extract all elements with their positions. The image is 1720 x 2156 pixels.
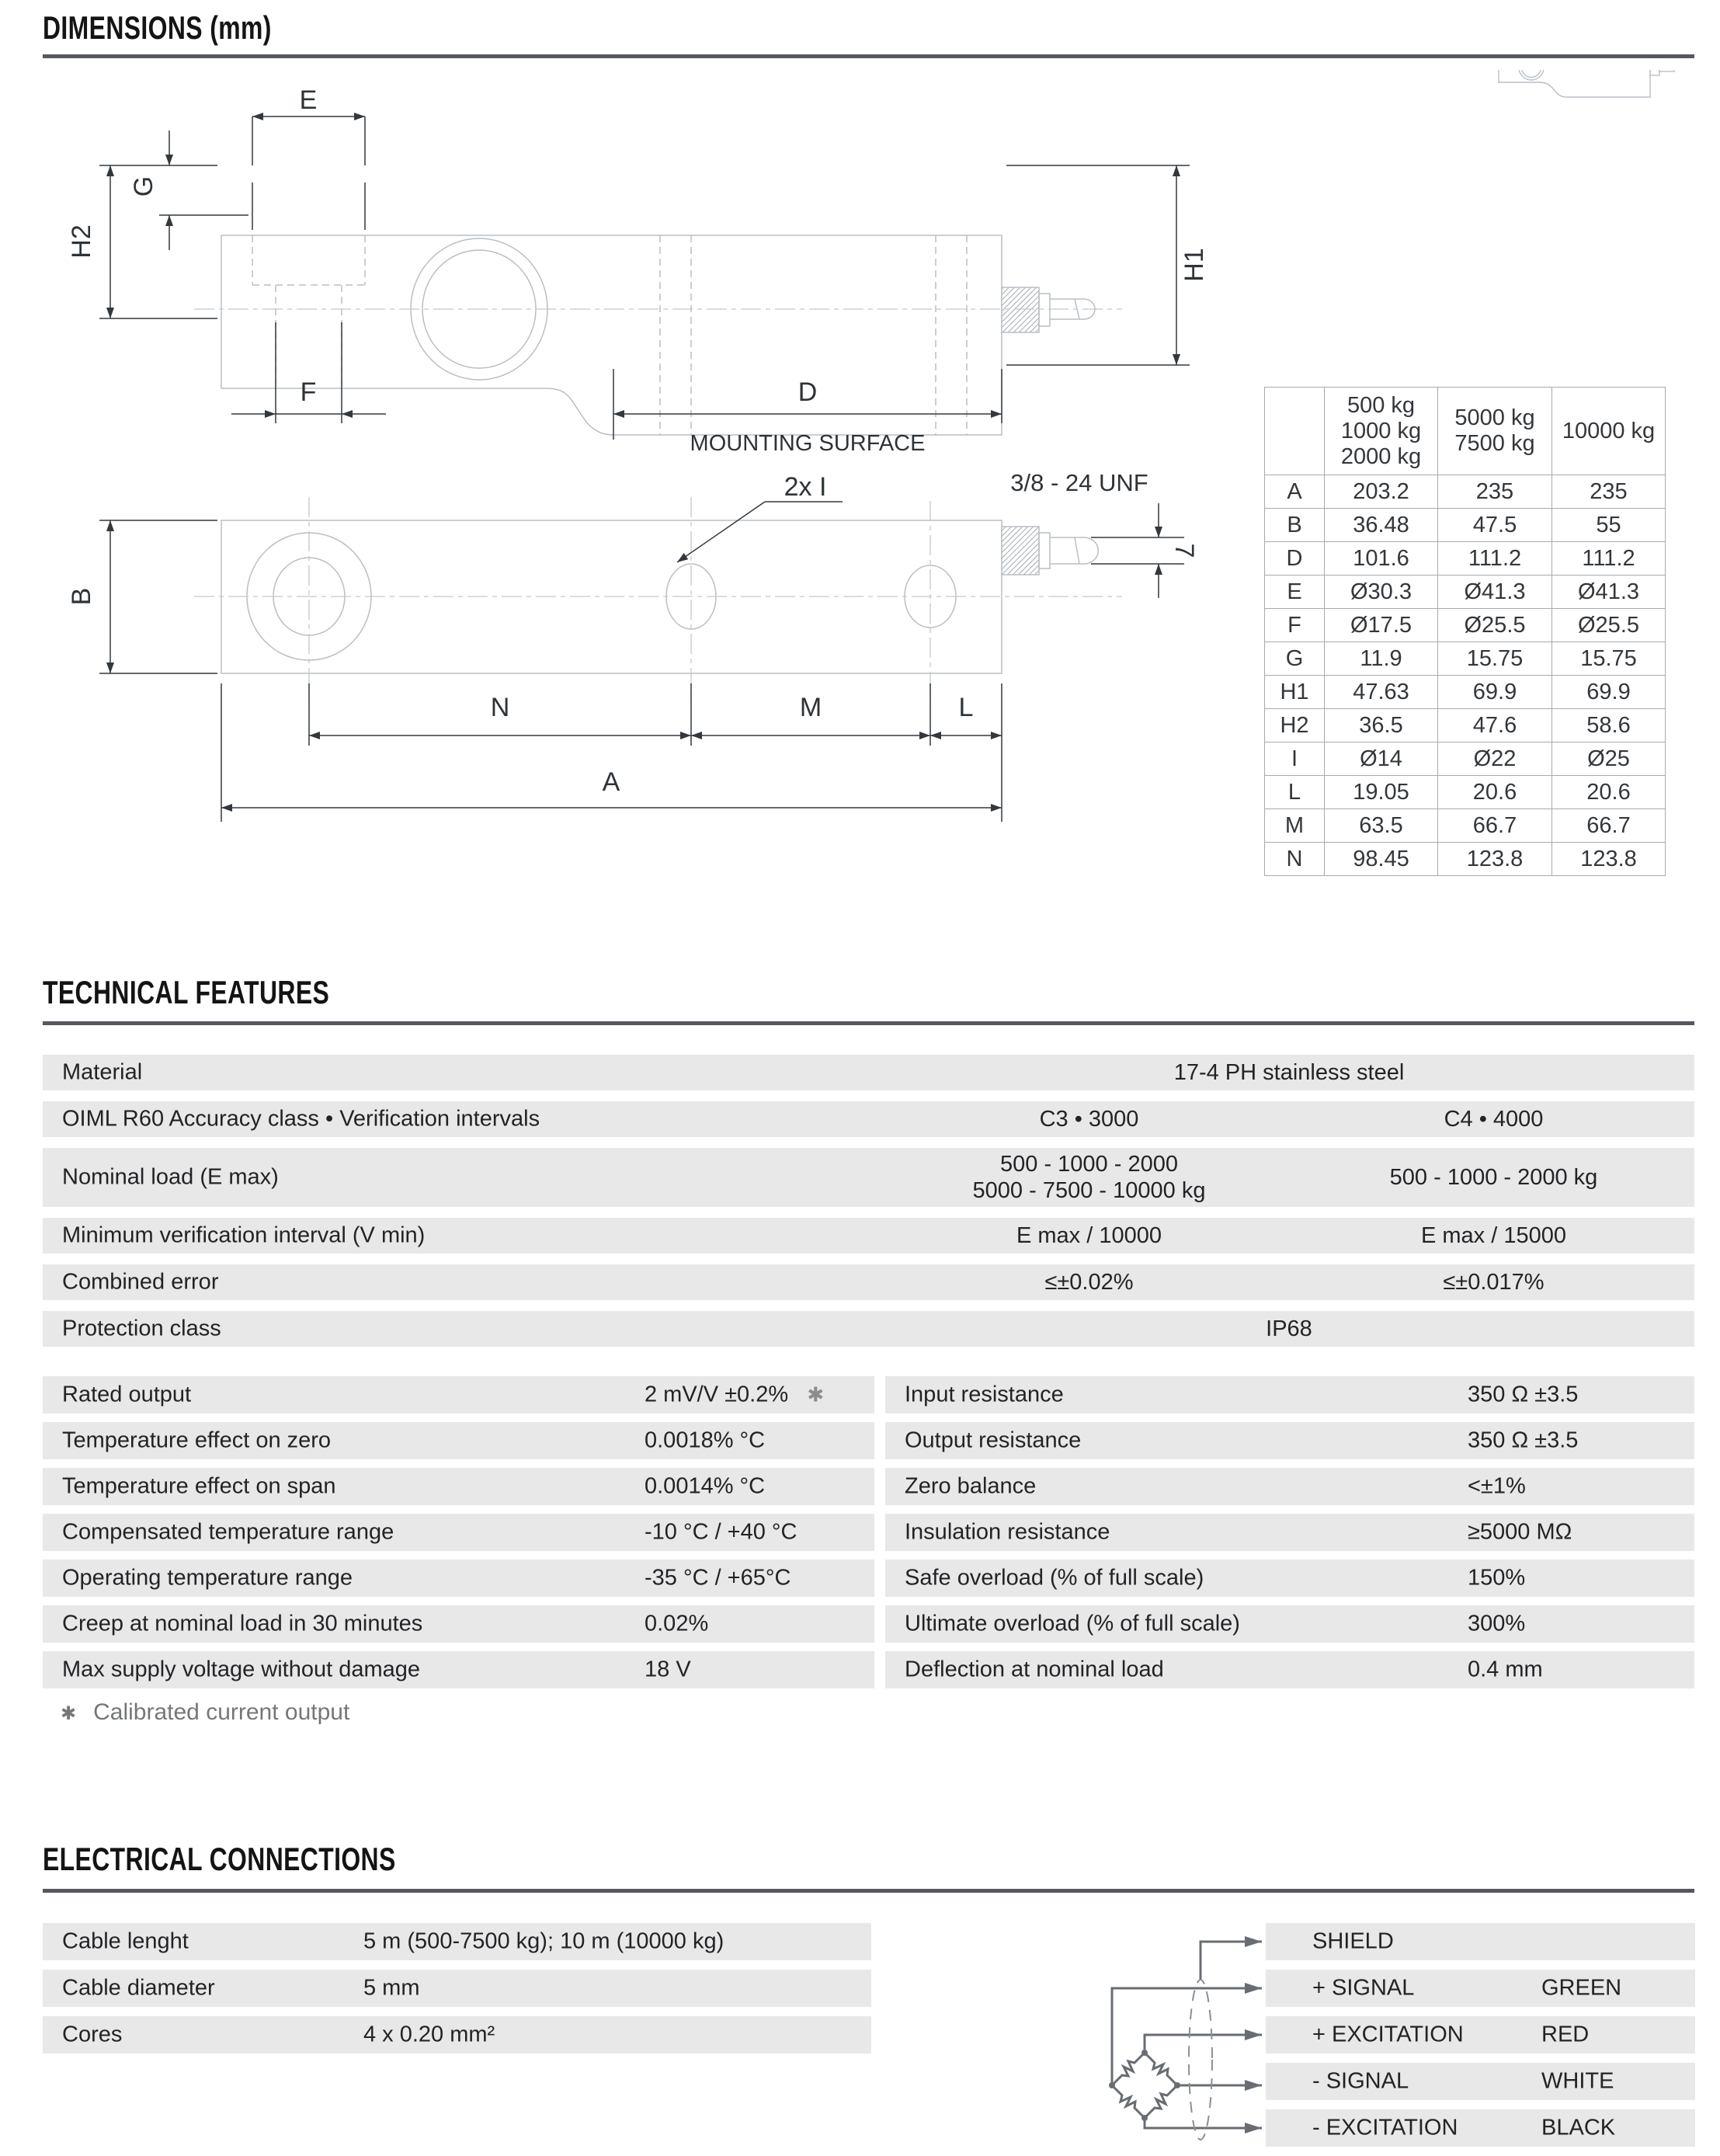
table-row: G 11.9 15.75 15.75 xyxy=(1265,642,1666,676)
table-row: F Ø17.5 Ø25.5 Ø25.5 xyxy=(1265,609,1666,642)
cable-shield-ellipse xyxy=(1189,1980,1212,2140)
spec-row-insulation-resistance: Insulation resistance ≥5000 MΩ xyxy=(885,1514,1694,1551)
header-col-5000-7500: 5000 kg 7500 kg xyxy=(1438,388,1552,475)
header-empty xyxy=(1265,388,1325,475)
table-row: H1 47.63 69.9 69.9 xyxy=(1265,676,1666,709)
cable-diameter-label: 7 xyxy=(1169,543,1199,558)
spec-row-temp-span: Temperature effect on span 0.0014% °C xyxy=(43,1468,874,1505)
spec-row-temp-zero: Temperature effect on zero 0.0018% °C xyxy=(43,1422,874,1459)
spec-row-material: Material 17-4 PH stainless steel xyxy=(43,1055,1694,1090)
dim-label-g: G xyxy=(129,176,158,197)
bridge-circuit xyxy=(1112,1942,1262,2128)
spec-row-nominal-load: Nominal load (E max) 500 - 1000 - 2000 5000 - 7500 - 10000 kg 500 - 1000 - 2000 kg xyxy=(43,1148,1694,1207)
top-view-outline xyxy=(221,520,1098,673)
cable-row-cores: Cores 4 x 0.20 mm² xyxy=(43,2016,871,2053)
dim-label-e: E xyxy=(299,85,318,115)
dimensions-table xyxy=(1264,387,1666,876)
spec-row-rated-output: Rated output 2 mV/V ±0.2% ✱ xyxy=(43,1376,874,1414)
footnote: ✱ Calibrated current output xyxy=(61,1699,350,1725)
header-col-10000: 10000 kg xyxy=(1552,388,1666,475)
dimensions-heading: DIMENSIONS (mm) xyxy=(43,9,272,46)
wiring-row-minus-excitation: - EXCITATION BLACK xyxy=(1266,2109,1695,2147)
header-col-500-2000: 500 kg 1000 kg 2000 kg xyxy=(1325,388,1438,475)
table-row: E Ø30.3 Ø41.3 Ø41.3 xyxy=(1265,576,1666,609)
dim-label-l: L xyxy=(958,693,974,722)
dimensions-table-header xyxy=(1265,388,1666,475)
shield-wire xyxy=(1201,1942,1262,1980)
spec-row-combined-error: Combined error ≤±0.02% ≤±0.017% xyxy=(43,1264,1694,1300)
wiring-row-plus-excitation: + EXCITATION RED xyxy=(1266,2016,1695,2053)
dim-label-b: B xyxy=(67,587,96,606)
dim-label-d: D xyxy=(797,377,818,407)
cable-row-length: Cable lenght 5 m (500-7500 kg); 10 m (10000 kg) xyxy=(43,1923,871,1960)
electrical-connections-heading: ELECTRICAL CONNECTIONS xyxy=(43,1841,396,1877)
table-row: A 203.2 235 235 xyxy=(1265,475,1666,509)
spec-row-zero-balance: Zero balance <±1% xyxy=(885,1468,1694,1505)
plus-excitation-wire xyxy=(1145,2035,1262,2053)
spec-row-creep: Creep at nominal load in 30 minutes 0.02% xyxy=(43,1605,874,1643)
holes-note-label: 2x I xyxy=(784,472,827,502)
dim-label-f: F xyxy=(300,377,317,407)
calibration-asterisk: ✱ xyxy=(807,1382,825,1407)
dim-label-h1: H1 xyxy=(1180,248,1209,282)
table-row: I Ø14 Ø22 Ø25 xyxy=(1265,742,1666,776)
top-view-centerlines xyxy=(194,497,1122,703)
wiring-row-shield: SHIELD xyxy=(1266,1923,1695,1960)
table-row: N 98.45 123.8 123.8 xyxy=(1265,843,1666,876)
load-direction-thumbnail xyxy=(1486,70,1674,97)
technical-features-rule xyxy=(43,1021,1694,1025)
spec-row-compensated-range: Compensated temperature range -10 °C / +40 °C xyxy=(43,1514,874,1551)
table-row: L 19.05 20.6 20.6 xyxy=(1265,776,1666,809)
spec-row-operating-range: Operating temperature range -35 °C / +65°C xyxy=(43,1560,874,1597)
technical-features-heading: TECHNICAL FEATURES xyxy=(43,974,330,1010)
thread-note-label: 3/8 - 24 UNF xyxy=(1010,469,1148,496)
spec-row-input-resistance: Input resistance 350 Ω ±3.5 xyxy=(885,1376,1694,1414)
wiring-row-plus-signal: + SIGNAL GREEN xyxy=(1266,1970,1695,2007)
table-row: M 63.5 66.7 66.7 xyxy=(1265,809,1666,843)
bridge-nodes xyxy=(1109,2050,1180,2121)
spec-row-deflection: Deflection at nominal load 0.4 mm xyxy=(885,1651,1694,1688)
spec-row-min-verification: Minimum verification interval (V min) E max / 10000 E max / 15000 xyxy=(43,1218,1694,1254)
side-view-outline xyxy=(221,235,1095,435)
electrical-connections-rule xyxy=(43,1889,1694,1893)
dim-label-h2: H2 xyxy=(67,224,96,259)
spec-row-ultimate-overload: Ultimate overload (% of full scale) 300% xyxy=(885,1605,1694,1643)
spec-row-oiml: OIML R60 Accuracy class • Verification intervals C3 • 3000 C4 • 4000 xyxy=(43,1101,1694,1137)
table-row: D 101.6 111.2 111.2 xyxy=(1265,542,1666,576)
mounting-surface-label: MOUNTING SURFACE xyxy=(690,431,926,456)
dim-label-n: N xyxy=(490,693,510,722)
spec-row-output-resistance: Output resistance 350 Ω ±3.5 xyxy=(885,1422,1694,1459)
plus-signal-wire xyxy=(1112,1988,1262,2085)
table-row: B 36.48 47.5 55 xyxy=(1265,509,1666,542)
spec-row-protection-class: Protection class IP68 xyxy=(43,1311,1694,1347)
wiring-diagram xyxy=(1056,1895,1281,2156)
footnote-asterisk: ✱ xyxy=(61,1703,77,1724)
dim-label-a: A xyxy=(602,767,620,797)
spec-row-max-voltage: Max supply voltage without damage 18 V xyxy=(43,1651,874,1688)
side-view-dimensions xyxy=(99,116,1190,440)
thumbnail-outline xyxy=(1499,70,1674,97)
wiring-row-minus-signal: - SIGNAL WHITE xyxy=(1266,2063,1695,2100)
minus-excitation-wire xyxy=(1145,2118,1262,2128)
dim-label-m: M xyxy=(799,693,822,722)
dimensions-rule xyxy=(43,54,1694,58)
table-row: H2 36.5 47.6 58.6 xyxy=(1265,709,1666,742)
cable-row-diameter: Cable diameter 5 mm xyxy=(43,1970,871,2007)
spec-row-safe-overload: Safe overload (% of full scale) 150% xyxy=(885,1560,1694,1597)
